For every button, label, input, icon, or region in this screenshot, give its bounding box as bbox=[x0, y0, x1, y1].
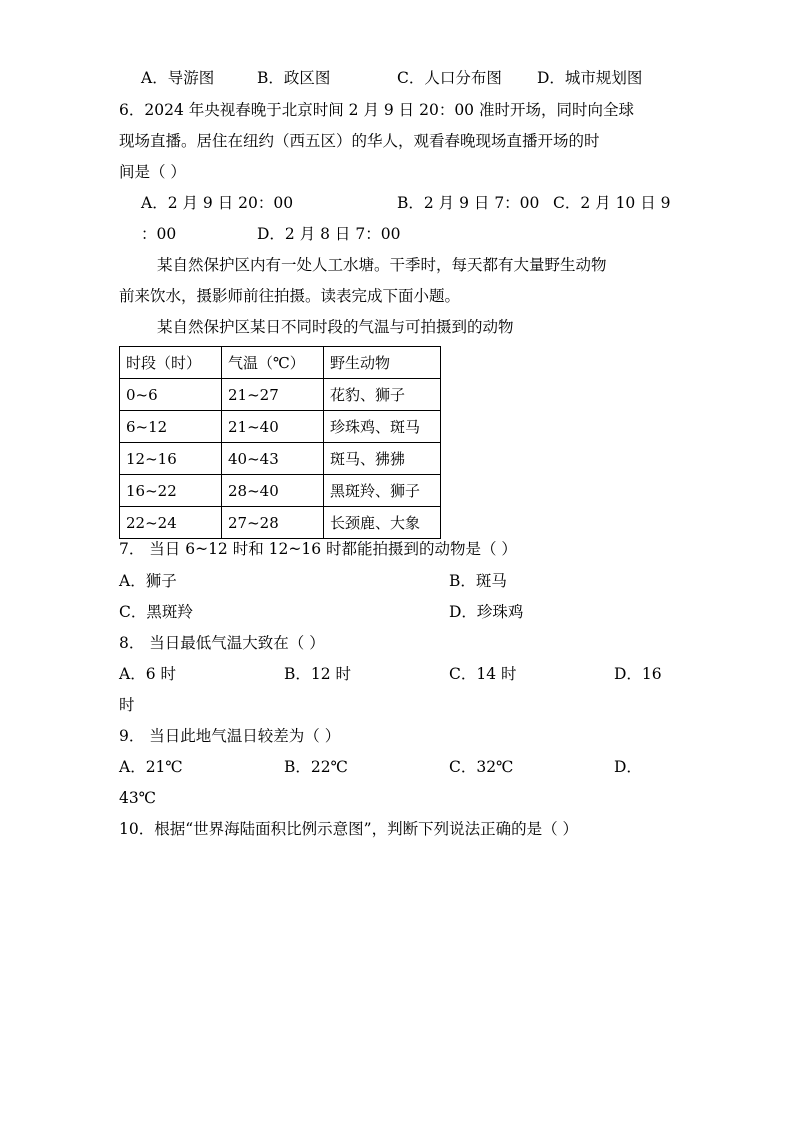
q5-option-d: D．城市规划图 bbox=[537, 69, 643, 87]
table-header: 野生动物 bbox=[324, 347, 441, 379]
table-cell: 珍珠鸡、斑马 bbox=[324, 411, 441, 443]
table-cell: 花豹、狮子 bbox=[324, 379, 441, 411]
table-cell: 黑斑羚、狮子 bbox=[324, 475, 441, 507]
table-cell: 22~24 bbox=[120, 507, 222, 539]
q10-stem: 10．根据“世界海陆面积比例示意图”，判断下列说法正确的是（ ） bbox=[119, 820, 579, 838]
q9-stem: 9． 当日此地气温日较差为（ ） bbox=[119, 727, 341, 745]
q7-option-c: C．黑斑羚 bbox=[119, 603, 193, 621]
q7-option-b: B．斑马 bbox=[449, 572, 507, 590]
q9-option-d-cont: 43℃ bbox=[119, 789, 157, 807]
table-caption: 某自然保护区某日不同时段的气温与可拍摄到的动物 bbox=[157, 318, 514, 336]
q8-option-b: B．12 时 bbox=[284, 665, 352, 683]
table-cell: 28~40 bbox=[222, 475, 324, 507]
table-cell: 12~16 bbox=[120, 443, 222, 475]
table-header-row bbox=[120, 347, 441, 379]
table-cell: 16~22 bbox=[120, 475, 222, 507]
q5-option-c: C．人口分布图 bbox=[397, 69, 502, 87]
table-header: 气温（℃） bbox=[222, 347, 324, 379]
table-row bbox=[120, 475, 441, 507]
q9-option-a: A．21℃ bbox=[119, 758, 183, 776]
data-table bbox=[119, 346, 441, 539]
q8-option-a: A．6 时 bbox=[119, 665, 176, 683]
q6-option-c-cont: ：00 bbox=[141, 225, 177, 243]
table-cell: 0~6 bbox=[120, 379, 222, 411]
q9-option-d: D． bbox=[614, 758, 642, 776]
table-row bbox=[120, 379, 441, 411]
q6-option-d: D．2 月 8 日 7：00 bbox=[257, 225, 401, 243]
q5-option-b: B．政区图 bbox=[257, 69, 331, 87]
table-row bbox=[120, 443, 441, 475]
table-cell: 斑马、狒狒 bbox=[324, 443, 441, 475]
q6-stem-line1: 6．2024 年央视春晚于北京时间 2 月 9 日 20：00 准时开场，同时向全球 bbox=[119, 101, 634, 119]
q7-option-a: A．狮子 bbox=[119, 572, 177, 590]
q8-option-c: C．14 时 bbox=[449, 665, 517, 683]
table-cell: 40~43 bbox=[222, 443, 324, 475]
q8-stem: 8． 当日最低气温大致在（ ） bbox=[119, 634, 325, 652]
intro-line2: 前来饮水，摄影师前往拍摄。读表完成下面小题。 bbox=[119, 287, 461, 305]
table-cell: 27~28 bbox=[222, 507, 324, 539]
q5-option-a: A．导游图 bbox=[141, 69, 215, 87]
table-cell: 21~40 bbox=[222, 411, 324, 443]
intro-line1: 某自然保护区内有一处人工水塘。干季时，每天都有大量野生动物 bbox=[157, 256, 607, 274]
table-cell: 长颈鹿、大象 bbox=[324, 507, 441, 539]
table-row bbox=[120, 411, 441, 443]
q7-option-d: D．珍珠鸡 bbox=[449, 603, 524, 621]
table-cell: 6~12 bbox=[120, 411, 222, 443]
q9-option-c: C．32℃ bbox=[449, 758, 514, 776]
q6-stem-line3: 间是（ ） bbox=[119, 163, 186, 181]
table-row bbox=[120, 507, 441, 539]
q6-option-c: C．2 月 10 日 9 bbox=[553, 194, 671, 212]
q8-option-d: D．16 bbox=[614, 665, 662, 683]
q6-stem-line2: 现场直播。居住在纽约（西五区）的华人，观看春晚现场直播开场的时 bbox=[119, 132, 600, 150]
q8-option-d-cont: 时 bbox=[119, 696, 135, 714]
q7-stem: 7． 当日 6~12 时和 12~16 时都能拍摄到的动物是（ ） bbox=[119, 540, 517, 558]
table-cell: 21~27 bbox=[222, 379, 324, 411]
q6-option-a: A．2 月 9 日 20：00 bbox=[141, 194, 294, 212]
table-header: 时段（时） bbox=[120, 347, 222, 379]
q9-option-b: B．22℃ bbox=[284, 758, 348, 776]
q6-option-b: B．2 月 9 日 7：00 bbox=[397, 194, 540, 212]
